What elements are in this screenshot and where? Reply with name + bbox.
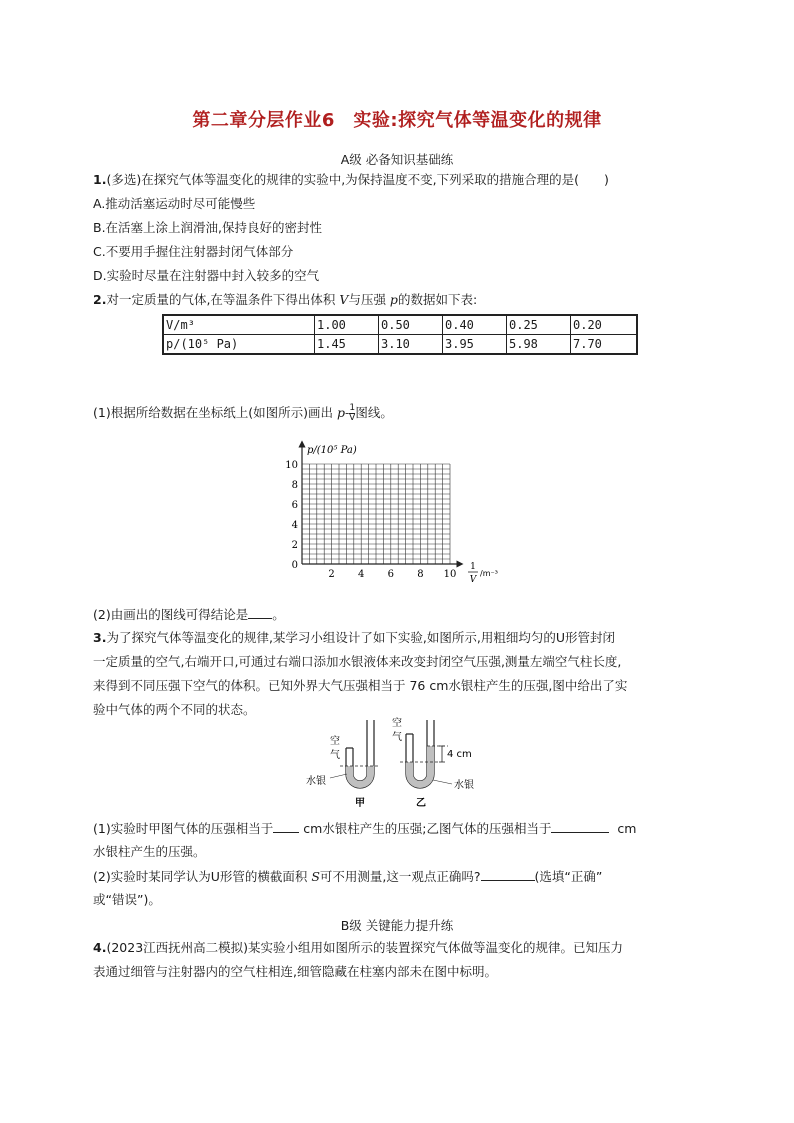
table-cell: 0.40 [443,315,507,335]
q1-option-d: D.实验时尽量在注射器中封入较多的空气 [93,268,320,283]
question-number: 3. [93,630,107,645]
q3-symbol-s: S [311,869,320,884]
q2-sub2 [93,606,285,623]
air-label-bottom: 气 [392,732,402,743]
mercury-label-left: 水银 [306,776,326,787]
table-cell: 5.98 [507,335,571,355]
q2-stem-before: 对一定质量的气体,在等温条件下得出体积 [106,292,340,307]
table-cell: 0.25 [507,315,571,335]
x-tick-label: 10 [443,569,457,580]
table-cell: 1.00 [315,315,379,335]
q1-option-b: B.在活塞上涂上润滑油,保持良好的密封性 [93,220,323,235]
height-label: 4 cm [447,749,472,760]
question-3-line-3: 来得到不同压强下空气的体积。已知外界大气压强相当于 76 cm水银柱产生的压强,图中给出了实 [93,678,628,693]
x-tick-label: 6 [387,569,394,580]
x-axis-label-denominator: V [469,575,477,585]
question-number: 2. [93,292,107,307]
x-tick-label: 4 [358,569,365,580]
q3-sub1-line-2: 水银柱产生的压强。 [93,844,206,859]
question-1-stem: (多选)在探究气体等温变化的规律的实验中,为保持温度不变,下列采取的措施合理的是( ) [106,172,609,187]
section-a-heading: A级 必备知识基础练 [340,152,454,167]
y-tick-label: 6 [291,500,298,511]
y-tick-labels [285,460,298,571]
q2-stem-after: 的数据如下表: [397,292,478,307]
table-cell: 3.10 [379,335,443,355]
table-cell: 3.95 [443,335,507,355]
table-cell: 0.50 [379,315,443,335]
table-cell: 7.70 [571,335,638,355]
q4-text: (2023江西抚州高二模拟)某实验小组用如图所示的装置探究气体做等温变化的规律。已知压力 [106,940,624,955]
mercury-label-right: 水银 [454,780,474,791]
q2-symbol-v: V [339,292,349,307]
q2-sub1 [93,404,393,423]
q3-sub2-text-a: (2)实验时某同学认为U形管的横截面积 [93,869,312,884]
y-tick-label: 8 [291,480,298,491]
u-tube-figure [300,712,500,812]
q1-option-a: A.推动活塞运动时尽可能慢些 [93,196,256,211]
q3-sub2-text-c: (选填“正确” [534,869,603,884]
table-cell: 1.45 [315,335,379,355]
x-tick-labels [328,569,456,580]
chart-grid [302,464,450,564]
q2-sub2-end: 。 [272,607,285,622]
question-3-line-2: 一定质量的空气,右端开口,可通过右端口添加水银液体来改变封闭空气压强,测量左端空气柱长度, [93,654,622,669]
q2-sub1-before: (1)根据所给数据在坐标纸上(如图所示)画出 [93,405,337,420]
table-header-cell: V/m³ [163,315,315,335]
q2-sub2-text: (2)由画出的图线可得结论是 [93,607,249,622]
y-tick-label: 4 [291,520,298,531]
x-axis-label-numerator: 1 [470,562,476,572]
q3-sub1-line-1 [93,820,636,837]
question-3-line-1 [93,630,615,646]
question-1 [93,172,609,188]
section-b-heading: B级 关键能力提升练 [340,918,454,933]
q3-sub2-line-2: 或“错误”)。 [93,892,161,907]
q3-text: 为了探究气体等温变化的规律,某学习小组设计了如下实验,如图所示,用粗细均匀的U形管封闭 [106,630,616,645]
y-tick-label: 0 [291,560,298,571]
q1-option-c: C.不要用手握住注射器封闭气体部分 [93,244,294,259]
answer-blank[interactable] [248,606,272,619]
question-number: 1. [93,172,107,187]
answer-blank[interactable] [273,820,299,833]
answer-blank[interactable] [551,820,609,833]
air-label-top: 空 [392,718,402,729]
table-row [163,335,637,355]
question-3-line-4: 验中气体的两个不同的状态。 [93,702,256,717]
question-number: 4. [93,940,107,955]
x-tick-label: 2 [328,569,335,580]
y-axis-label: p/(10⁵ Pa) [307,445,357,456]
y-tick-label: 10 [285,460,298,471]
q2-sub1-p: p- [336,405,350,420]
answer-blank[interactable] [481,868,535,881]
question-2 [93,292,477,308]
q3-sub1-text-c: cm [617,821,637,836]
q3-sub2-line-1 [93,868,602,885]
q3-sub2-text-b: 可不用测量,这一观点正确吗? [319,869,481,884]
y-tick-label: 2 [291,540,298,551]
fraction-denominator: V [349,413,356,423]
pv-grid-chart [280,438,520,588]
q2-stem-mid: 与压强 [348,292,390,307]
u-tube-yi [392,716,474,809]
u-tube-jia [306,720,380,809]
q3-sub1-text-b: cm水银柱产生的压强;乙图气体的压强相当于 [303,821,552,836]
page-title: 第二章分层作业6 实验:探究气体等温变化的规律 [192,110,602,131]
fraction-numerator: 1 [349,403,356,413]
data-table [162,314,638,355]
question-4-line-1 [93,940,623,956]
q2-symbol-p: p [389,292,398,307]
air-label-bottom: 气 [330,750,340,761]
caption-yi: 乙 [416,798,426,809]
x-tick-label: 8 [417,569,424,580]
q2-sub1-after: 图线。 [355,405,393,420]
air-label-top: 空 [330,736,340,747]
caption-jia: 甲 [355,798,365,809]
table-header-cell: p/(10⁵ Pa) [163,335,315,355]
question-4-line-2: 表通过细管与注射器内的空气柱相连,细管隐藏在柱塞内部未在图中标明。 [93,964,497,979]
q3-sub1-text-a: (1)实验时甲图气体的压强相当于 [93,821,274,836]
table-row [163,315,637,335]
x-axis-label-unit: /m⁻³ [480,569,498,578]
table-cell: 0.20 [571,315,638,335]
